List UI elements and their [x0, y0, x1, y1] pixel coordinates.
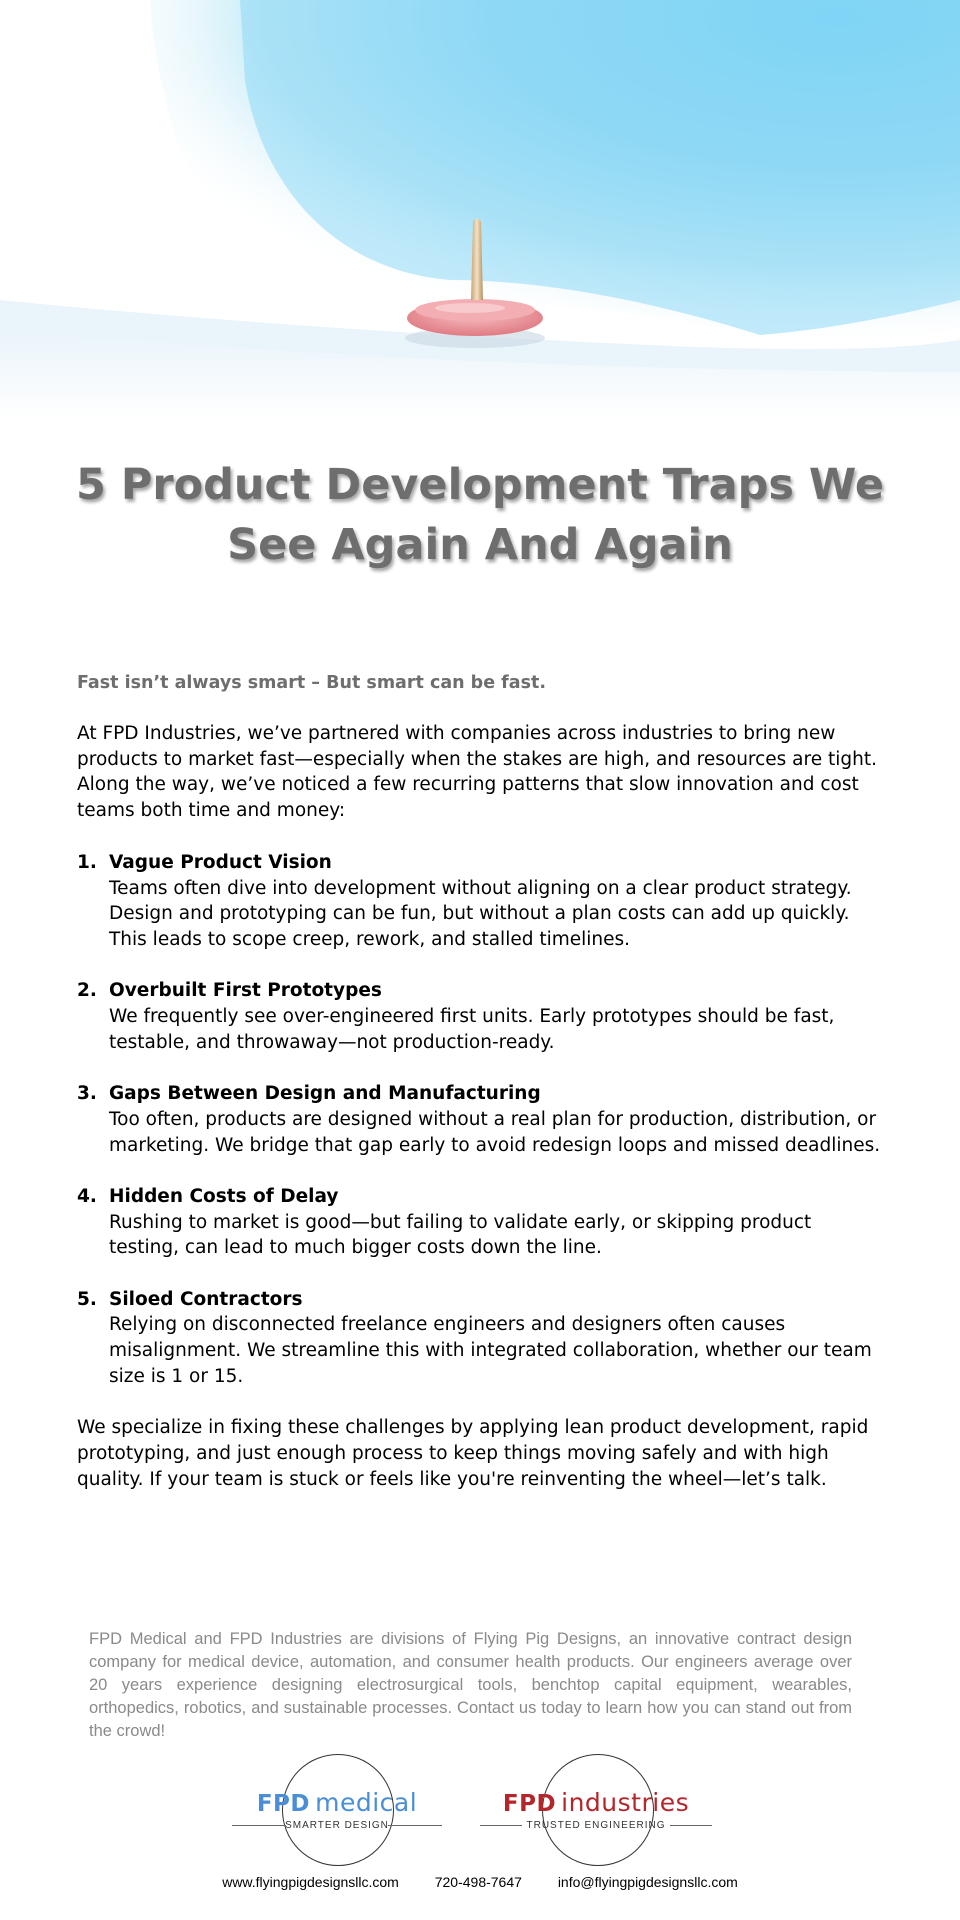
trap-title: Gaps Between Design and Manufacturing [109, 1083, 541, 1105]
email-link[interactable]: info@flyingpigdesignsllc.com [557, 1874, 738, 1890]
list-number: 1. [77, 851, 97, 873]
trap-text: Rushing to market is good—but failing to validate early, or skipping product testing, can lead to much bigger costs down the line. [109, 1211, 812, 1259]
fpd-industries-logo [476, 1754, 716, 1866]
trap-text: We frequently see over-engineered first units. Early prototypes should be fast, testable, and throwaway—not production-ready. [109, 1006, 835, 1053]
trap-title: Overbuilt First Prototypes [109, 980, 382, 1002]
trap-title: Siloed Contractors [109, 1288, 303, 1310]
list-item [77, 1081, 887, 1158]
logo-subtitle: SMARTER DESIGN [285, 1820, 389, 1831]
phone-number[interactable]: 720-498-7647 [434, 1874, 522, 1890]
list-number: 3. [77, 1083, 97, 1105]
trap-title: Hidden Costs of Delay [109, 1185, 339, 1207]
logo-subtitle: TRUSTED ENGINEERING [526, 1820, 666, 1831]
list-item [77, 1287, 887, 1390]
trap-text: Relying on disconnected freelance engineers and designers often causes misalignment. We streamline this with integrated collaboration, whether our team size is 1 or 15. [109, 1314, 872, 1387]
logo-bold-text: FPD [502, 1791, 557, 1817]
hero-image [0, 0, 960, 420]
website-link[interactable]: www.flyingpigdesignsllc.com [222, 1874, 399, 1890]
logo-row [0, 1754, 960, 1869]
balloon-pin-illustration [0, 0, 960, 420]
logo-bold-text: FPD [256, 1791, 310, 1817]
trap-text: Too often, products are designed without a real plan for production, distribution, or marketing. We bridge that gap early to avoid redesign loops and missed deadlines. [109, 1108, 881, 1156]
logo-light-text: medical [315, 1788, 418, 1817]
closing-paragraph: We specialize in fixing these challenges by applying lean product development, rapid prototyping, and just enough process to keep things moving safely and with high quality. If your team is stuck or feels like you're reinventing the wheel—let’s talk. [77, 1417, 869, 1490]
list-item [77, 850, 887, 953]
list-item [77, 1184, 887, 1261]
logo-wordmark [476, 1788, 716, 1817]
fpd-medical-logo [232, 1754, 442, 1866]
article-body [77, 670, 887, 1492]
contact-line [0, 1874, 960, 1890]
page-title: 5 Product Development Traps We See Again And Again [75, 460, 884, 570]
about-paragraph: FPD Medical and FPD Industries are divisions of Flying Pig Designs, an innovative contract design company for medical device, automation, and consumer health products. Our engineers average over 20 years experience designing electrosurgical tools, benchtop capital equipment, wearables, orthopedics, robotics, and sustainable processes. Contact us today to learn how you can stand out from the crowd! [89, 1630, 852, 1740]
logo-wordmark [232, 1788, 442, 1817]
list-number: 2. [77, 980, 97, 1002]
list-number: 5. [77, 1288, 97, 1310]
trap-title: Vague Product Vision [109, 851, 332, 873]
traps-list [77, 850, 887, 1390]
trap-text: Teams often dive into development without aligning on a clear product strategy. Design and prototyping can be fun, but without a plan costs can add up quickly. This leads to scope creep, rework, and stalled timelines. [109, 877, 852, 950]
list-number: 4. [77, 1185, 97, 1207]
tagline: Fast isn’t always smart – But smart can be fast. [77, 673, 547, 693]
intro-paragraph: At FPD Industries, we’ve partnered with companies across industries to bring new products to market fast—especially when the stakes are high, and resources are tight. Along the way, we’ve noticed a few recurring patterns that slow innovation and cost teams both time and money: [77, 723, 877, 822]
list-item [77, 978, 887, 1055]
logo-light-text: industries [561, 1788, 690, 1817]
